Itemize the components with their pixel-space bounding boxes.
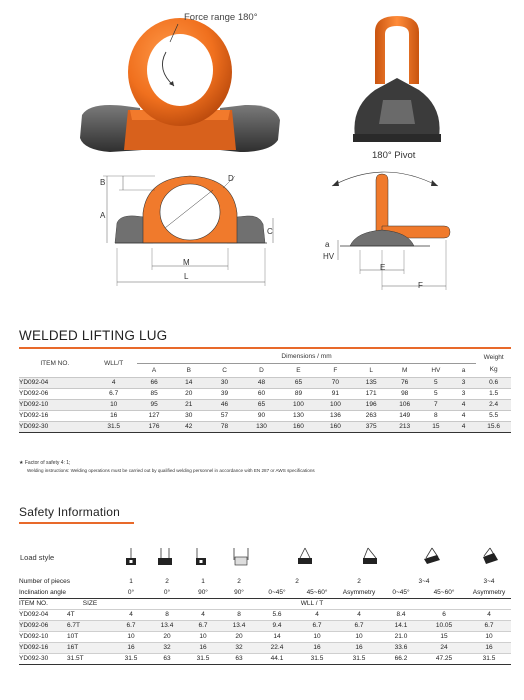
spec-cell-dim: 15 (421, 421, 451, 432)
safety-cell-wll: 4 (297, 609, 337, 620)
safety-cell-item: YD092-16 (19, 642, 67, 653)
angle-cell: Asymmetry (342, 588, 376, 596)
spec-cell-dim: 149 (389, 410, 421, 421)
spec-cell-dim: 5 (421, 388, 451, 399)
spec-cell-dim: 66 (137, 377, 172, 388)
angle-cell: 0~45° (268, 588, 286, 596)
safety-cell-wll: 6.7 (467, 620, 511, 631)
safety-cell-wll: 6.7 (185, 620, 221, 631)
spec-header-wll: WLL/T (104, 360, 124, 368)
safety-row (19, 609, 511, 620)
dim-label-d: D (228, 174, 234, 183)
safety-cell-wll: 24 (421, 642, 467, 653)
spec-header-weight: Weight (483, 353, 504, 361)
pieces-label: Number of pieces (19, 578, 70, 585)
spec-cell-item: YD092-30 (19, 421, 91, 432)
angle-cell: Asymmetry (472, 588, 506, 596)
spec-cell-dim: 176 (137, 421, 172, 432)
spec-cell-dim: 100 (280, 399, 317, 410)
safety-cell-wll: 8 (221, 609, 257, 620)
spec-header-dimensions: Dimensions / mm (137, 351, 476, 363)
spec-cell-wll: 4 (91, 377, 137, 388)
safety-cell-wll: 31.5 (467, 653, 511, 664)
spec-title: WELDED LIFTING LUG (19, 328, 168, 343)
safety-cell-wll: 6 (421, 609, 467, 620)
spec-row (19, 410, 511, 421)
safety-title: Safety Information (19, 505, 120, 519)
spec-cell-dim: 57 (206, 410, 243, 421)
spec-header-dim: HV (431, 366, 441, 374)
spec-title-underline (19, 347, 511, 349)
spec-cell-wll: 6.7 (91, 388, 137, 399)
safety-cell-wll: 4 (467, 609, 511, 620)
safety-cell-wll: 6.7 (113, 620, 149, 631)
spec-cell-dim: 160 (280, 421, 317, 432)
dim-label-e: E (380, 263, 386, 272)
spec-cell-dim: 4 (451, 410, 476, 421)
spec-cell-dim: 14 (171, 377, 206, 388)
spec-cell-dim: 3 (451, 388, 476, 399)
spec-header-dim: M (401, 366, 408, 374)
safety-cell-wll: 22.4 (257, 642, 297, 653)
safety-cell-wll: 14.1 (381, 620, 421, 631)
safety-cell-wll: 16 (297, 642, 337, 653)
pieces-cell: 2 (357, 578, 361, 585)
safety-cell-wll: 31.5 (113, 653, 149, 664)
safety-cell-wll: 9.4 (257, 620, 297, 631)
front-dimension-drawing (95, 168, 285, 293)
product-photo-side (345, 12, 450, 147)
spec-cell-dim: 70 (317, 377, 354, 388)
spec-cell-dim: 375 (354, 421, 389, 432)
safety-cell-wll: 31.5 (297, 653, 337, 664)
spec-cell-dim: 100 (317, 399, 354, 410)
safety-cell-wll: 10.05 (421, 620, 467, 631)
safety-cell-wll: 32 (221, 642, 257, 653)
single-leg-vertical-icon (121, 546, 141, 566)
spec-cell-item: YD092-06 (19, 388, 91, 399)
safety-cell-wll: 6.7 (337, 620, 381, 631)
spec-cell-weight: 0.6 (476, 377, 511, 388)
safety-cell-wll: 10 (467, 631, 511, 642)
spec-row (19, 377, 511, 388)
safety-cell-wll: 10 (297, 631, 337, 642)
spec-header-dim: L (369, 366, 373, 374)
safety-header-size: SIZE (82, 600, 98, 607)
spec-cell-dim: 213 (389, 421, 421, 432)
spec-cell-dim: 21 (171, 399, 206, 410)
product-photo-front (70, 10, 290, 160)
spec-table (19, 351, 511, 433)
spec-cell-dim: 48 (243, 377, 280, 388)
spec-cell-dim: 5 (421, 377, 451, 388)
spec-cell-dim: 106 (389, 399, 421, 410)
single-leg-side-icon (191, 546, 211, 566)
safety-cell-wll: 20 (149, 631, 185, 642)
pieces-cell: 2 (237, 578, 241, 585)
angle-cell: 0~45° (392, 588, 410, 596)
spec-header-item: ITEM NO. (40, 360, 70, 368)
pieces-cell: 2 (165, 578, 169, 585)
safety-cell-size: 31.5T (67, 653, 113, 664)
safety-cell-wll: 20 (221, 631, 257, 642)
spec-cell-dim: 42 (171, 421, 206, 432)
spec-cell-dim: 95 (137, 399, 172, 410)
safety-cell-wll: 10 (113, 631, 149, 642)
spec-cell-wll: 31.5 (91, 421, 137, 432)
safety-header-wll: WLL / T (300, 600, 324, 607)
spec-cell-dim: 3 (451, 377, 476, 388)
spec-header-dim: E (296, 366, 301, 374)
spec-cell-dim: 4 (451, 421, 476, 432)
safety-table (19, 576, 511, 665)
safety-cell-wll: 15 (421, 631, 467, 642)
safety-row (19, 653, 511, 664)
dim-label-a-small: a (325, 240, 330, 249)
multi-leg-angle-icon (422, 546, 442, 566)
safety-cell-wll: 33.6 (381, 642, 421, 653)
safety-cell-wll: 21.0 (381, 631, 421, 642)
two-leg-vertical-icon (155, 546, 175, 566)
spec-cell-dim: 76 (389, 377, 421, 388)
pivot-label: 180° Pivot (372, 150, 416, 161)
spec-cell-dim: 263 (354, 410, 389, 421)
spec-cell-wll: 16 (91, 410, 137, 421)
spec-row (19, 388, 511, 399)
angle-cell: 0° (127, 588, 135, 596)
safety-cell-wll: 16 (113, 642, 149, 653)
dim-label-m: M (183, 258, 190, 267)
spec-header-dim: a (461, 366, 466, 374)
spec-cell-weight: 1.5 (476, 388, 511, 399)
spec-cell-dim: 39 (206, 388, 243, 399)
spec-cell-dim: 130 (280, 410, 317, 421)
spec-header-dim: D (259, 366, 264, 374)
safety-cell-wll: 8 (149, 609, 185, 620)
spec-cell-dim: 60 (243, 388, 280, 399)
dim-label-f: F (418, 281, 423, 290)
safety-cell-wll: 8.4 (381, 609, 421, 620)
spec-header-dim: C (222, 366, 227, 374)
safety-cell-wll: 4 (337, 609, 381, 620)
safety-cell-wll: 6.7 (297, 620, 337, 631)
pieces-cell: 2 (295, 578, 299, 585)
spec-cell-dim: 78 (206, 421, 243, 432)
spec-cell-dim: 65 (243, 399, 280, 410)
spec-cell-dim: 130 (243, 421, 280, 432)
safety-cell-wll: 63 (221, 653, 257, 664)
safety-cell-wll: 63 (149, 653, 185, 664)
safety-cell-wll: 47.25 (421, 653, 467, 664)
force-range-label: Force range 180° (184, 12, 258, 23)
spec-cell-dim: 30 (171, 410, 206, 421)
spec-cell-dim: 65 (280, 377, 317, 388)
angle-cell: 90° (198, 588, 208, 596)
safety-cell-wll: 10 (185, 631, 221, 642)
spec-cell-dim: 7 (421, 399, 451, 410)
two-leg-side-icon (231, 546, 251, 566)
safety-cell-size: 6.7T (67, 620, 113, 631)
spec-cell-dim: 20 (171, 388, 206, 399)
spec-cell-dim: 30 (206, 377, 243, 388)
spec-header-dim: B (186, 366, 191, 374)
spec-note-welding: Welding instructions: Welding operations must be carried out by qualified welding personnel in accordance with EN 287 or AWS specifications (27, 468, 315, 473)
safety-cell-wll: 13.4 (149, 620, 185, 631)
spec-cell-dim: 85 (137, 388, 172, 399)
safety-cell-size: 16T (67, 642, 113, 653)
safety-cell-item: YD092-10 (19, 631, 67, 642)
safety-cell-item: YD092-06 (19, 620, 67, 631)
safety-cell-size: 10T (67, 631, 113, 642)
dim-label-a: A (100, 211, 106, 220)
spec-cell-dim: 91 (317, 388, 354, 399)
dim-label-b: B (100, 178, 106, 187)
spec-cell-dim: 127 (137, 410, 172, 421)
spec-cell-item: YD092-16 (19, 410, 91, 421)
spec-cell-weight: 2.4 (476, 399, 511, 410)
spec-cell-dim: 90 (243, 410, 280, 421)
dim-label-c: C (267, 227, 273, 236)
spec-cell-weight: 5.5 (476, 410, 511, 421)
safety-cell-wll: 32 (149, 642, 185, 653)
spec-cell-dim: 4 (451, 399, 476, 410)
spec-cell-item: YD092-04 (19, 377, 91, 388)
angle-cell: 45~60° (306, 588, 328, 596)
safety-cell-wll: 4 (185, 609, 221, 620)
spec-cell-weight: 15.6 (476, 421, 511, 432)
pieces-cell: 3~4 (418, 578, 430, 585)
safety-cell-item: YD092-04 (19, 609, 67, 620)
safety-cell-wll: 14 (257, 631, 297, 642)
pieces-cell: 3~4 (483, 578, 495, 585)
multi-leg-asymmetric-icon (480, 546, 500, 566)
side-pivot-drawing (320, 164, 460, 294)
spec-cell-dim: 160 (317, 421, 354, 432)
spec-cell-dim: 98 (389, 388, 421, 399)
safety-cell-wll: 16 (337, 642, 381, 653)
safety-row (19, 631, 511, 642)
safety-cell-size: 4T (67, 609, 113, 620)
pieces-cell: 1 (129, 578, 133, 585)
spec-cell-dim: 135 (354, 377, 389, 388)
spec-cell-wll: 10 (91, 399, 137, 410)
two-leg-angle-icon (295, 546, 315, 566)
spec-cell-item: YD092-10 (19, 399, 91, 410)
spec-cell-dim: 46 (206, 399, 243, 410)
angle-cell: 0° (163, 588, 171, 596)
dim-label-l: L (184, 272, 189, 281)
safety-cell-wll: 66.2 (381, 653, 421, 664)
safety-row (19, 642, 511, 653)
safety-header-item: ITEM NO. (19, 600, 48, 607)
safety-cell-wll: 16 (185, 642, 221, 653)
spec-header-dim: A (151, 366, 157, 374)
spec-cell-dim: 89 (280, 388, 317, 399)
safety-row (19, 620, 511, 631)
dim-label-hv: HV (323, 252, 335, 261)
angle-cell: 45~60° (433, 588, 455, 596)
safety-cell-wll: 31.5 (185, 653, 221, 664)
safety-cell-wll: 4 (113, 609, 149, 620)
spec-note-safety-factor: ★ Factor of safety 4: 1; (19, 460, 71, 466)
safety-cell-item: YD092-30 (19, 653, 67, 664)
spec-header-dim: F (333, 366, 338, 374)
spec-row (19, 421, 511, 432)
safety-cell-wll: 5.6 (257, 609, 297, 620)
safety-cell-wll: 31.5 (337, 653, 381, 664)
spec-row (19, 399, 511, 410)
spec-cell-dim: 171 (354, 388, 389, 399)
spec-cell-dim: 136 (317, 410, 354, 421)
spec-cell-dim: 196 (354, 399, 389, 410)
angle-label: Inclination angle (19, 588, 66, 596)
spec-cell-dim: 8 (421, 410, 451, 421)
angle-cell: 90° (234, 588, 244, 596)
spec-header-weight-unit: Kg (489, 366, 498, 374)
safety-cell-wll: 44.1 (257, 653, 297, 664)
two-leg-asymmetric-icon (360, 546, 380, 566)
safety-cell-wll: 13.4 (221, 620, 257, 631)
safety-cell-wll: 10 (337, 631, 381, 642)
load-style-label: Load style (20, 553, 55, 562)
safety-title-underline (19, 522, 134, 524)
pieces-cell: 1 (201, 578, 205, 585)
safety-cell-wll: 16 (467, 642, 511, 653)
